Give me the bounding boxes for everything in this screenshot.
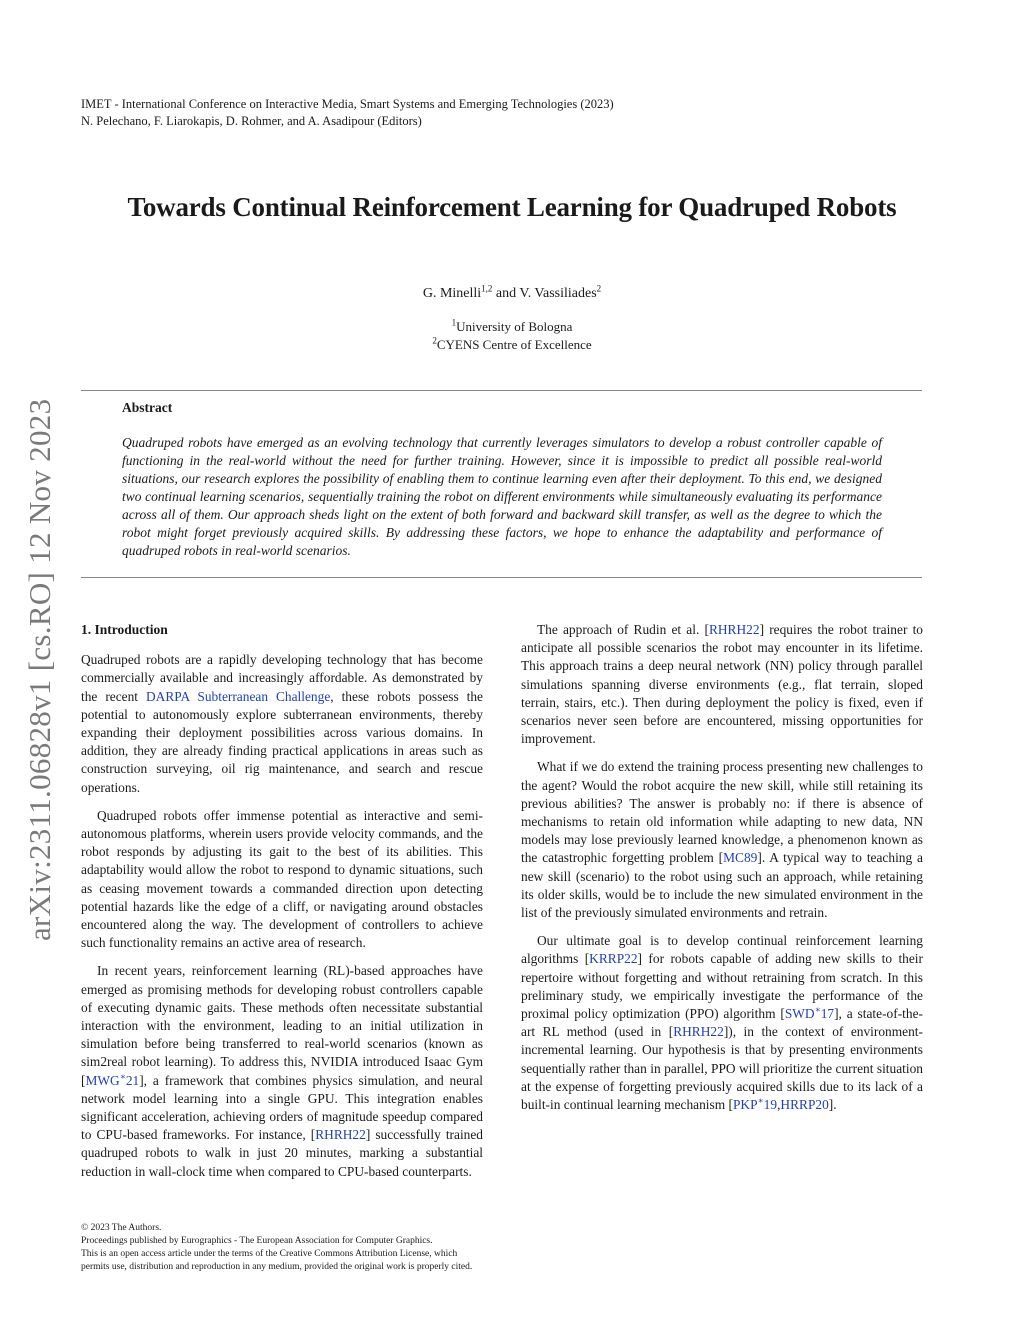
abstract-heading: Abstract (122, 400, 173, 415)
editors-line: N. Pelechano, F. Liarokapis, D. Rohmer, and A. Asadipour (Editors) (81, 114, 422, 128)
citation-link[interactable]: MC89 (723, 850, 758, 866)
abstract-text: Quadruped robots have emerged as an evolving technology that currently leverages simulators to develop a robust controller capable of functioning in the real-world without the need for further training. However, since it is impossible to predict all possible real-world situations, our research explores the possibility of enabling them to continue learning even after their deployment. To this end, we designed two continual learning scenarios, sequentially training the robot on different environments while simultaneously evaluating its performance across all of them. Our approach sheds light on the extent of both forward and backward skill transfer, as well as the degree to which the robot might forget previously acquired skills. By addressing these factors, we hope to enhance the adaptability and performance of quadruped robots in real-world scenarios. (122, 435, 882, 558)
abstract-bottom-rule (81, 577, 922, 578)
citation-link[interactable]: HRRP20 (780, 1097, 829, 1113)
intro-paragraph-6: Our ultimate goal is to develop continual reinforcement learning algorithms [KRRP22] for robots capable of adding new skills to their repertoire without forgetting and without retraining from scratch. In this preliminary study, we empirically investigate the performance of the proximal policy optimization (PPO) algorithm [SWD∗17], a state-of-the-art RL method (used in [RHRH22]), in the context of environment-incremental learning. Our hypothesis is that by presenting environments sequentially rather than in parallel, PPO will prioritize the current situation at the expense of forgetting previously acquired skills due to its lack of a built-in continual learning mechanism [PKP∗19,HRRP20]. (521, 933, 923, 1113)
author-2-affil: 2 (596, 283, 602, 294)
conference-header (81, 96, 614, 130)
copyright-line: © 2023 The Authors. (81, 1223, 162, 1233)
author-2: and V. Vassiliades (492, 286, 597, 301)
citation-link[interactable]: RHRH22 (315, 1127, 366, 1143)
license-text: This is an open access article under the terms of the Creative Commons Attribution License, which permits use, distribution and reproduction in any medium, provided the original work is properly cited. (81, 1249, 473, 1272)
author-1: G. Minelli (422, 286, 482, 301)
affiliation-2: $^2$CYENS Centre of Excellence (432, 335, 592, 352)
citation-link[interactable]: RHRH22 (673, 1024, 724, 1040)
citation-link[interactable]: KRRP22 (589, 951, 638, 967)
citation-link[interactable]: RHRH22 (708, 622, 760, 637)
page-footer (81, 1222, 485, 1274)
left-column (81, 621, 483, 1191)
conference-name: IMET - International Conference on Interactive Media, Smart Systems and Emerging Technologies (2023) (81, 97, 614, 111)
abstract-top-rule (81, 390, 922, 391)
intro-paragraph-1: Quadruped robots are a rapidly developing technology that has become commercially available and increasingly affordable. As demonstrated by the recent DARPA Subterranean Challenge, these robots possess the potential to autonomously explore subterranean environments, thereby expanding their deployment possibilities across various domains. In addition, they are already finding practical applications in areas such as construction surveying, oil rig maintenance, and search and rescue operations. (81, 652, 484, 795)
publisher-line: Proceedings published by Eurographics - The European Association for Computer Graphics. (81, 1236, 433, 1246)
author-line (0, 283, 1024, 302)
section-heading: 1. Introduction (81, 622, 168, 637)
intro-paragraph-5: What if we do extend the training process presenting new challenges to the agent? Would the robot acquire the new skill, while still retaining its previous abilities? The answer is probably no: if there is absence of mechanisms to retain old information while adapting to new data, NN models may lose previously learned knowledge, a phenomenon known as the catastrophic forgetting problem [MC89]. A typical way to teaching a new skill (scenario) to the robot using such an approach, while retaining its older skills, would be to include the new simulated environment in the list of the previously simulated environments and retrain. (521, 759, 923, 921)
citation-link[interactable]: PKP∗19 (732, 1095, 778, 1113)
citation-link[interactable]: MWG∗21 (85, 1071, 140, 1088)
affiliation-1: $^1$University of Bologna (451, 317, 573, 334)
arxiv-stamp: arXiv:2311.06828v1 [cs.RO] 12 Nov 2023 (22, 398, 57, 941)
author-1-affil: 1,2 (481, 283, 493, 294)
paper-title: Towards Continual Reinforcement Learning for Quadruped Robots (127, 192, 897, 222)
intro-paragraph-3: In recent years, reinforcement learning (RL)-based approaches have emerged as promising methods for developing robust controllers capable of executing dynamic gaits. These methods often necessitate substantial interaction with the environment, leading to an initial utilization in simulation before being transferred to real-world scenarios (known as sim2real robot learning). To address this, NVIDIA introduced Isaac Gym [MWG∗21], a framework that combines physics simulation, and neural network model learning into a single GPU. This integration enables significant acceleration, achieving orders of magnitude speedup compared to CPU-based frameworks. For instance, [RHRH22] successfully trained quadruped robots to walk in just 20 minutes, marking a substantial reduction in wall-clock time when compared to CPU-based counterparts. (81, 963, 484, 1179)
darpa-link[interactable]: DARPA Subterranean Challenge (146, 688, 331, 704)
intro-paragraph-4: The approach of Rudin et al. [RHRH22] requires the robot trainer to anticipate all possible scenarios the robot may encounter in its lifetime. This approach trains a deep neural network (NN) policy through parallel simulations spanning diverse environments (e.g., flat terrain, sloped terrain, stairs, etc.). Then during deployment the policy is fixed, even if scenarios never seen before are encountered, missing opportunities for improvement. (521, 622, 923, 747)
intro-paragraph-2: Quadruped robots offer immense potential as interactive and semi-autonomous platforms, wherein users provide velocity commands, and the robot responds by adjusting its gait to the best of its abilities. This adaptability would allow the robot to respond to dynamic situations, such as ceasing movement towards a commanded direction upon detecting potential hazards like the edge of a cliff, or navigating around obstacles encountered along the way. The development of controllers to achieve such functionality remains an active area of research. (81, 807, 483, 951)
citation-link[interactable]: SWD∗17 (784, 1004, 835, 1022)
right-column (521, 621, 923, 1124)
